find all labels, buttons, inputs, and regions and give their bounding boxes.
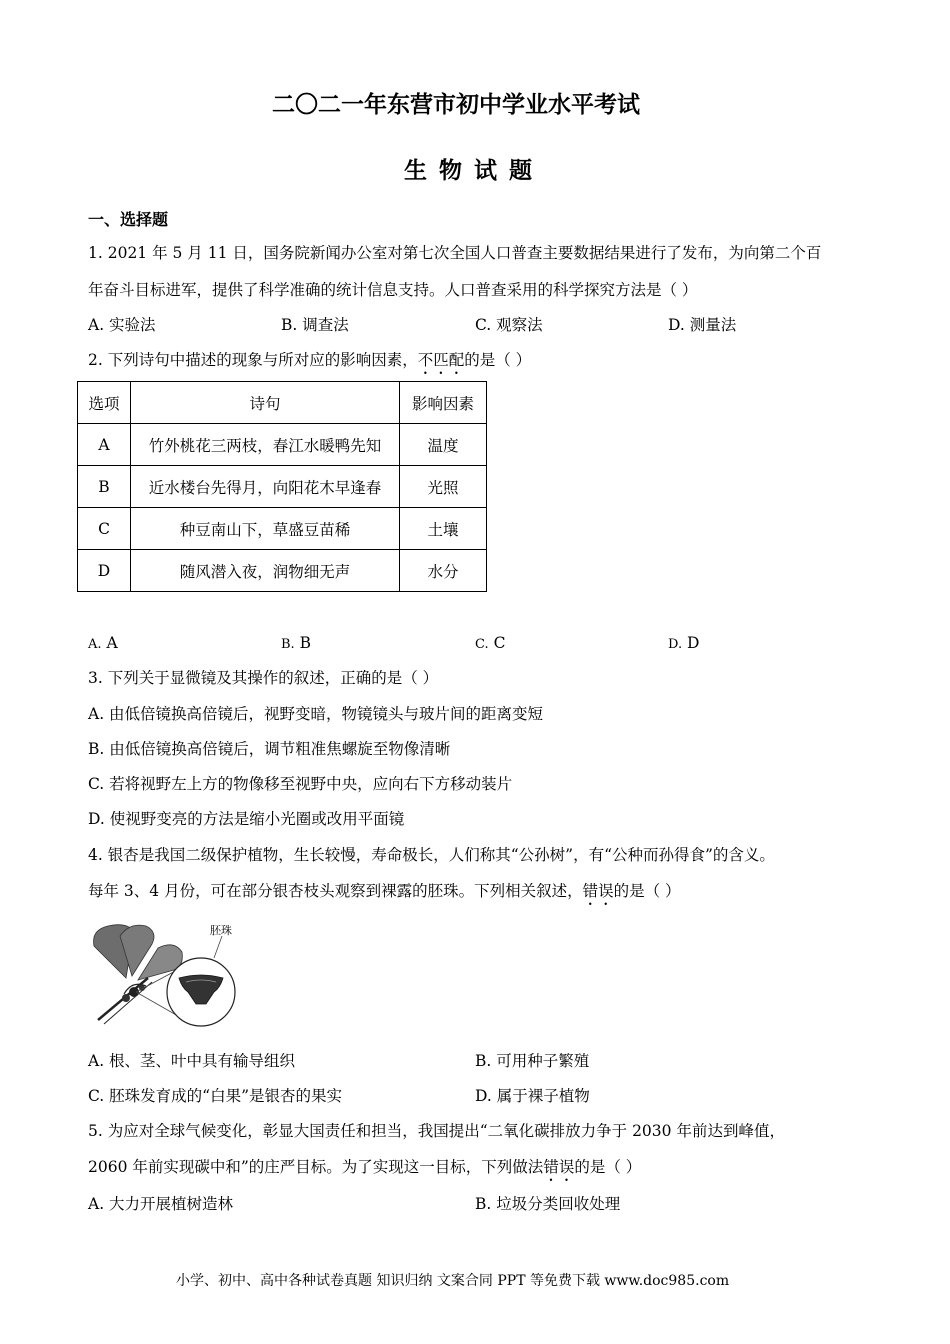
table-cell: B — [78, 466, 131, 508]
q2-stem-pre: 2. 下列诗句中描述的现象与所对应的影响因素， — [88, 351, 418, 369]
ginkgo-figure — [86, 918, 246, 1028]
q3-option-a: A. 由低倍镜换高倍镜后，视野变暗，物镜镜头与玻片间的距离变短 — [88, 705, 544, 723]
table-row — [78, 550, 487, 592]
exam-title: 二〇二一年东营市初中学业水平考试 — [272, 92, 640, 118]
q1-line1: 1. 2021 年 5 月 11 日，国务院新闻办公室对第七次全国人口普查主要数据结果进行了发布，为向第二个百 — [88, 244, 822, 262]
q4-option-a: A. 根、茎、叶中具有输导组织 — [88, 1052, 296, 1070]
table-row — [78, 424, 487, 466]
figure-label-ovule: 胚珠 — [210, 924, 232, 937]
exam-subtitle: 生 物 试 题 — [404, 158, 535, 184]
option-value: B — [299, 634, 312, 652]
table-header-row — [78, 382, 487, 424]
q2-stem — [88, 350, 531, 378]
table-cell: 土壤 — [400, 508, 487, 550]
q4-line2-pre: 每年 3、4 月份，可在部分银杏枝头观察到裸露的胚珠。下列相关叙述， — [88, 882, 583, 900]
q5-line2 — [88, 1157, 641, 1185]
q1-line2: 年奋斗目标进军，提供了科学准确的统计信息支持。人口普查采用的科学探究方法是（ ） — [88, 281, 698, 299]
table-cell: 水分 — [400, 550, 487, 592]
q5-line1: 5. 为应对全球气候变化，彰显大国责任和担当，我国提出“二氧化碳排放力争于 2030 年前达到峰值， — [88, 1122, 785, 1140]
table-cell: C — [78, 508, 131, 550]
q1-option-a: A. 实验法 — [88, 316, 156, 334]
q4-option-c: C. 胚珠发育成的“白果”是银杏的果实 — [88, 1087, 343, 1105]
q5-line2-pre: 2060 年前实现碳中和”的庄严目标。为了实现这一目标，下列做法 — [88, 1158, 544, 1176]
q3-option-b: B. 由低倍镜换高倍镜后，调节粗准焦螺旋至物像清晰 — [88, 740, 451, 758]
q2-option-b — [281, 633, 311, 655]
table-cell: D — [78, 550, 131, 592]
q2-stem-emphasis: 不匹配 — [417, 351, 465, 369]
table-cell: 温度 — [400, 424, 487, 466]
q3-stem: 3. 下列关于显微镜及其操作的叙述，正确的是（ ） — [88, 669, 439, 687]
section-heading: 一、选择题 — [88, 210, 169, 229]
table-row — [78, 466, 487, 508]
q2-option-a — [88, 633, 118, 655]
option-letter: C. — [475, 637, 489, 652]
q1-option-c: C. 观察法 — [475, 316, 543, 334]
option-value: A — [106, 634, 118, 652]
table-cell: 随风潜入夜，润物细无声 — [131, 550, 400, 592]
q5-line2-post: 的是（ ） — [574, 1158, 642, 1176]
table-header-cell: 影响因素 — [400, 382, 487, 424]
q1-option-b: B. 调查法 — [281, 316, 349, 334]
table-cell: 种豆南山下，草盛豆苗稀 — [131, 508, 400, 550]
option-letter: A. — [88, 637, 102, 652]
table-cell: 竹外桃花三两枝，春江水暖鸭先知 — [131, 424, 400, 466]
q4-line2 — [88, 881, 681, 909]
q5-option-a: A. 大力开展植树造林 — [88, 1195, 234, 1213]
q2-stem-post: 的是（ ） — [464, 351, 532, 369]
option-value: D — [687, 634, 700, 652]
q5-emphasis: 错误 — [543, 1158, 575, 1176]
table-header-cell: 诗句 — [131, 382, 400, 424]
table-header-cell: 选项 — [78, 382, 131, 424]
q4-emphasis: 错误 — [582, 882, 614, 900]
table-cell: A — [78, 424, 131, 466]
q3-option-c: C. 若将视野左上方的物像移至视野中央，应向右下方移动装片 — [88, 775, 513, 793]
table-row — [78, 508, 487, 550]
q4-line2-post: 的是（ ） — [613, 882, 681, 900]
q4-option-b: B. 可用种子繁殖 — [475, 1052, 590, 1070]
q1-option-d: D. 测量法 — [668, 316, 737, 334]
table-cell: 光照 — [400, 466, 487, 508]
table-cell: 近水楼台先得月，向阳花木早逢春 — [131, 466, 400, 508]
q3-option-d: D. 使视野变亮的方法是缩小光圈或改用平面镜 — [88, 810, 405, 828]
option-letter: B. — [281, 637, 295, 652]
page-footer: 小学、初中、高中各种试卷真题 知识归纳 文案合同 PPT 等免费下载 www.doc985.com — [176, 1273, 730, 1289]
option-value: C — [493, 634, 506, 652]
q2-table — [77, 381, 487, 592]
q2-option-c — [475, 633, 505, 655]
option-letter: D. — [668, 637, 683, 652]
q4-option-d: D. 属于裸子植物 — [475, 1087, 590, 1105]
q4-line1: 4. 银杏是我国二级保护植物，生长较慢，寿命极长，人们称其“公孙树”，有“公种而孙得食”的含义。 — [88, 846, 775, 864]
q5-option-b: B. 垃圾分类回收处理 — [475, 1195, 621, 1213]
q2-option-d — [668, 633, 699, 655]
